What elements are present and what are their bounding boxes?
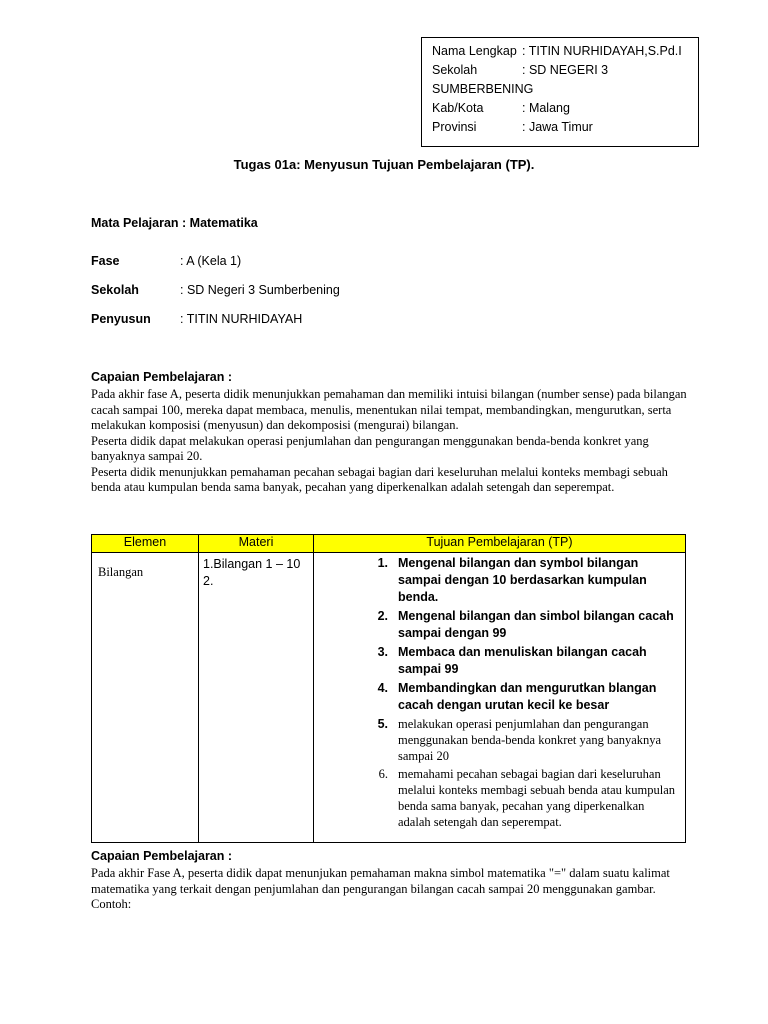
capaian-paragraph: Pada akhir fase A, peserta didik menunjukkan pemahaman dan memiliki intuisi bilangan (number sense) pada bilangan cacah sampai 100, mereka dapat membaca, menulis, menentukan nilai tempat, membandingkan, mengurutkan, serta melakukan komposisi (menyusun) dan dekomposisi (mengurai) bilangan.	[91, 387, 687, 432]
capaian-paragraph: Peserta didik dapat melakukan operasi penjumlahan dan pengurangan menggunakan benda-benda konkret yang banyaknya sampai 20.	[91, 433, 649, 463]
materi-cell	[199, 553, 314, 843]
tp-number: 6.	[378, 767, 388, 781]
identity-label: Provinsi	[432, 120, 477, 134]
tp-text: Mengenal bilangan dan simbol bilangan cacah sampai dengan 99	[398, 609, 674, 640]
field-fase	[91, 254, 241, 268]
tp-text: Mengenal bilangan dan symbol bilangan sampai dengan 10 berdasarkan kumpulan benda.	[398, 556, 647, 604]
header-elemen: Elemen	[92, 535, 199, 553]
materi-item: 1.Bilangan 1 – 10	[203, 557, 301, 571]
identity-label: Nama Lengkap	[432, 44, 517, 58]
field-penyusun	[91, 312, 302, 326]
subject-line: Mata Pelajaran : Matematika	[91, 216, 258, 230]
elemen-cell: Bilangan	[92, 553, 199, 843]
header-materi: Materi	[199, 535, 314, 553]
table-row	[92, 553, 686, 843]
field-label: Penyusun	[91, 312, 151, 326]
page-title: Tugas 01a: Menyusun Tujuan Pembelajaran (TP).	[233, 157, 535, 172]
tp-number: 5.	[377, 717, 388, 731]
field-value: : SD Negeri 3 Sumberbening	[180, 283, 340, 297]
field-label: Fase	[91, 254, 120, 268]
capaian-heading: Capaian Pembelajaran :	[91, 370, 233, 384]
tp-number: 4.	[377, 681, 388, 695]
tp-item	[314, 608, 677, 642]
capaian-paragraph-2: Pada akhir Fase A, peserta didik dapat menunjukan pemahaman makna simbol matematika "=" dalam suatu kalimat matematika yang terkait dengan penjumlahan dan pengurangan bilangan cacah sampai 20 menggunakan gambar. Contoh:	[91, 866, 670, 911]
identity-value: : Jawa Timur	[522, 120, 593, 134]
field-label: Sekolah	[91, 283, 139, 297]
tp-text: melakukan operasi penjumlahan dan pengurangan menggunakan benda-benda konkret yang banyaknya sampai 20	[398, 717, 662, 763]
tp-item	[314, 680, 677, 714]
tp-cell	[314, 553, 686, 843]
tp-item	[314, 716, 677, 764]
identity-row-school	[432, 61, 698, 80]
tp-table	[91, 534, 686, 843]
tp-item	[314, 555, 677, 606]
identity-label: Sekolah	[432, 63, 478, 77]
tp-text: memahami pecahan sebagai bagian dari keseluruhan melalui konteks membagi sebuah benda atau kumpulan benda sama banyak, pecahan yang diperkenalkan adalah setengah dan seperempat.	[398, 767, 676, 829]
identity-row-province	[432, 118, 698, 137]
field-sekolah	[91, 283, 340, 297]
identity-box	[421, 37, 699, 147]
tp-item	[314, 766, 677, 830]
header-tp: Tujuan Pembelajaran (TP)	[314, 535, 686, 553]
identity-value: : TITIN NURHIDAYAH,S.Pd.I	[522, 44, 682, 58]
identity-row-school-cont	[432, 80, 698, 99]
capaian-text	[91, 387, 691, 496]
materi-item: 2.	[203, 574, 214, 588]
tp-text: Membandingkan dan mengurutkan blangan cacah dengan urutan kecil ke besar	[398, 681, 657, 712]
field-value: : TITIN NURHIDAYAH	[180, 312, 303, 326]
tp-number: 3.	[377, 645, 388, 659]
identity-value: SUMBERBENING	[432, 82, 534, 96]
capaian-heading-2: Capaian Pembelajaran :	[91, 849, 233, 863]
table-header-row	[92, 535, 686, 553]
identity-value: : SD NEGERI 3	[522, 63, 609, 77]
field-value: : A (Kela 1)	[180, 254, 242, 268]
identity-label: Kab/Kota	[432, 101, 484, 115]
tp-number: 2.	[377, 609, 388, 623]
identity-row-city	[432, 99, 698, 118]
tp-item	[314, 644, 677, 678]
identity-row-name	[432, 42, 698, 61]
capaian-paragraph: Peserta didik menunjukkan pemahaman pecahan sebagai bagian dari keseluruhan melalui konteks membagi sebuah benda atau kumpulan benda sama banyak, pecahan yang diperkenalkan adalah setengah dan seperempat.	[91, 464, 668, 494]
identity-value: : Malang	[522, 101, 570, 115]
tp-number: 1.	[377, 556, 388, 570]
tp-text: Membaca dan menuliskan bilangan cacah sampai 99	[398, 645, 647, 676]
